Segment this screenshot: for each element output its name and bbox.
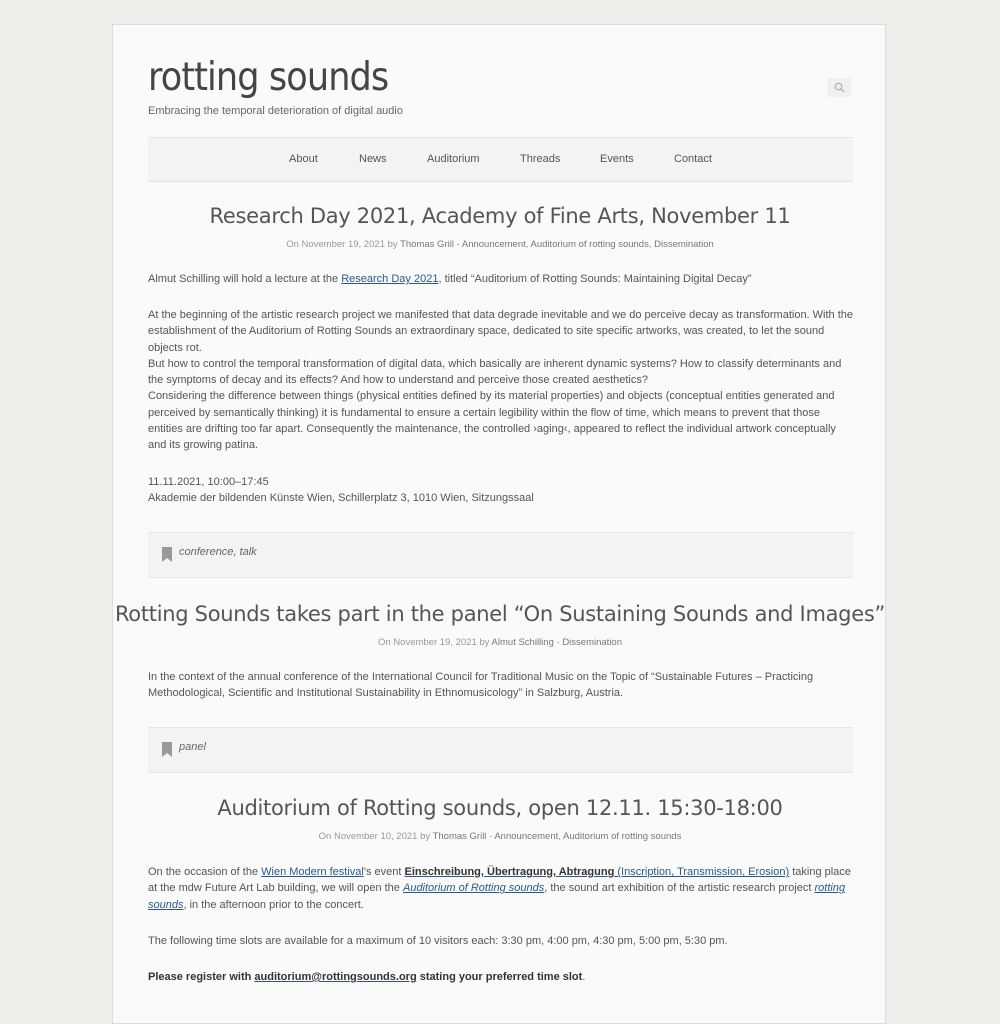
research-day-link[interactable]: Research Day 2021 [341,273,439,285]
post-title[interactable]: Research Day 2021, Academy of Fine Arts, November 11 [209,204,791,228]
bookmark-icon [162,547,172,562]
register-text: . [582,971,586,983]
body-text: , in the afternoon prior to the concert. [183,898,364,911]
body-text: , the sound art exhibition of the artistic research project [544,882,815,895]
event-details [148,474,853,507]
meta-separator: - [453,239,462,250]
tag-link[interactable]: talk [239,546,257,558]
post-meta [113,637,887,648]
comma: , [648,239,655,250]
search-button[interactable] [827,78,851,97]
body-text: 's event [363,866,405,878]
post-body-paragraph [148,307,853,454]
rotting-sounds-link[interactable]: rotting sounds [148,882,846,911]
post-category[interactable]: Dissemination [654,239,714,250]
register-text: Please register with [148,971,255,983]
nav-item-contact[interactable]: Contact [674,153,712,165]
meta-separator: - [486,831,495,842]
nav-item-events[interactable]: Events [600,153,634,165]
event-translation-link[interactable]: (Inscription, Transmission, Erosion) [614,866,790,878]
page-container [112,24,886,1024]
email-link[interactable] [254,971,416,983]
post-intro [148,271,853,287]
registration-paragraph [148,969,853,985]
post-category[interactable]: Announcement [494,831,559,842]
body-text: At the beginning of the artistic research project we manifested that data degrade inevitable and we do perceive decay as transformation. With the establishment of the Auditorium of Rotting Sounds an extraordinary space, dedicated to site specific artworks, was created, to let the sound objects rot. [148,309,854,354]
nav-item-news[interactable]: News [359,153,387,165]
event-date: 11.11.2021, 10:00–17:45 [148,476,269,488]
post-date: On November 10, 2021 by [318,831,433,842]
body-text: taking place at the mdw Future Art Lab building, we will open the [148,866,851,895]
event-name: Einschreibung, Übertragung, Abtragung [404,866,615,878]
nav-item-threads[interactable]: Threads [520,153,561,165]
post-body-paragraph [148,864,853,913]
post-category[interactable]: Auditorium of rotting sounds [563,831,682,842]
nav-item-auditorium[interactable]: Auditorium [427,153,480,165]
body-text: But how to control the temporal transformation of digital data, which basically are inherent dynamic systems? How to classify determinants and the symptoms of decay and its effects? And how to understand and perceive those created aesthetics? [148,357,842,387]
comma: , [558,831,564,842]
site-description: Embracing the temporal deterioration of digital audio [148,105,403,117]
tag-list [179,741,206,753]
post-meta [113,239,887,250]
intro-text: Almut Schilling will hold a lecture at the [148,273,342,285]
body-text: On the occasion of the [148,866,262,878]
post-tags [148,727,853,773]
post-category[interactable]: Dissemination [562,637,622,648]
email-address: auditorium@rottingsounds.org [254,971,417,983]
post-date: On November 19, 2021 by [286,239,401,250]
post-date: On November 19, 2021 by [378,637,492,648]
comma: , [525,239,531,250]
site-title[interactable]: rotting sounds [148,55,389,100]
tag-separator: , [233,546,240,558]
intro-text: , titled “Auditorium of Rotting Sounds: Maintaining Digital Decay” [438,273,752,285]
post-meta [113,831,887,842]
post-title[interactable]: Rotting Sounds takes part in the panel “On Sustaining Sounds and Images” [114,602,886,626]
time-slots-paragraph: The following time slots are available for a maximum of 10 visitors each: 3:30 pm, 4:00 pm, 4:30 pm, 5:00 pm, 5:30 pm. [148,935,728,947]
tag-link[interactable]: panel [179,741,206,753]
post-author[interactable]: Thomas Grill [432,831,487,842]
main-navigation [148,137,853,182]
register-text: stating your preferred time slot [416,971,583,983]
meta-separator: - [553,637,563,648]
post-author[interactable]: Almut Schilling [491,637,554,648]
post-title[interactable]: Auditorium of Rotting sounds, open 12.11. 15:30-18:00 [217,796,783,820]
auditorium-link[interactable]: Auditorium of Rotting sounds [402,882,545,895]
tag-list [179,546,257,558]
wien-modern-link[interactable]: Wien Modern festival [261,866,364,878]
post-tags [148,532,853,578]
body-text: Considering the difference between things (physical entities defined by its material properties) and objects (conceptual entities generated and perceived by semantically thinking) it is fundamental to ensure a certain legibility within the flow of time, which means to prevent that those entities are drifting too far apart. Consequently the maintenance, the controlled ›aging‹, appeared to reflect the individual artwork conceptually and its growing patina. [148,390,836,452]
search-icon [834,82,845,93]
event-place: Akademie der bildenden Künste Wien, Schillerplatz 3, 1010 Wien, Sitzungssaal [148,492,534,505]
event-link[interactable] [404,866,614,878]
post-category[interactable]: Auditorium of rotting sounds [530,239,649,250]
post-author[interactable]: Thomas Grill [400,239,454,250]
post-category[interactable]: Announcement [461,239,526,250]
post-body-paragraph: In the context of the annual conference of the International Council for Traditional Music on the Topic of “Sustainable Futures – Practicing Methodological, Scientific and Institutional Sustainability in Ethnomusicology” in Salzburg, Austria. [148,671,814,700]
tag-link[interactable]: conference [179,546,234,558]
nav-item-about[interactable]: About [289,153,318,165]
bookmark-icon [162,742,172,757]
